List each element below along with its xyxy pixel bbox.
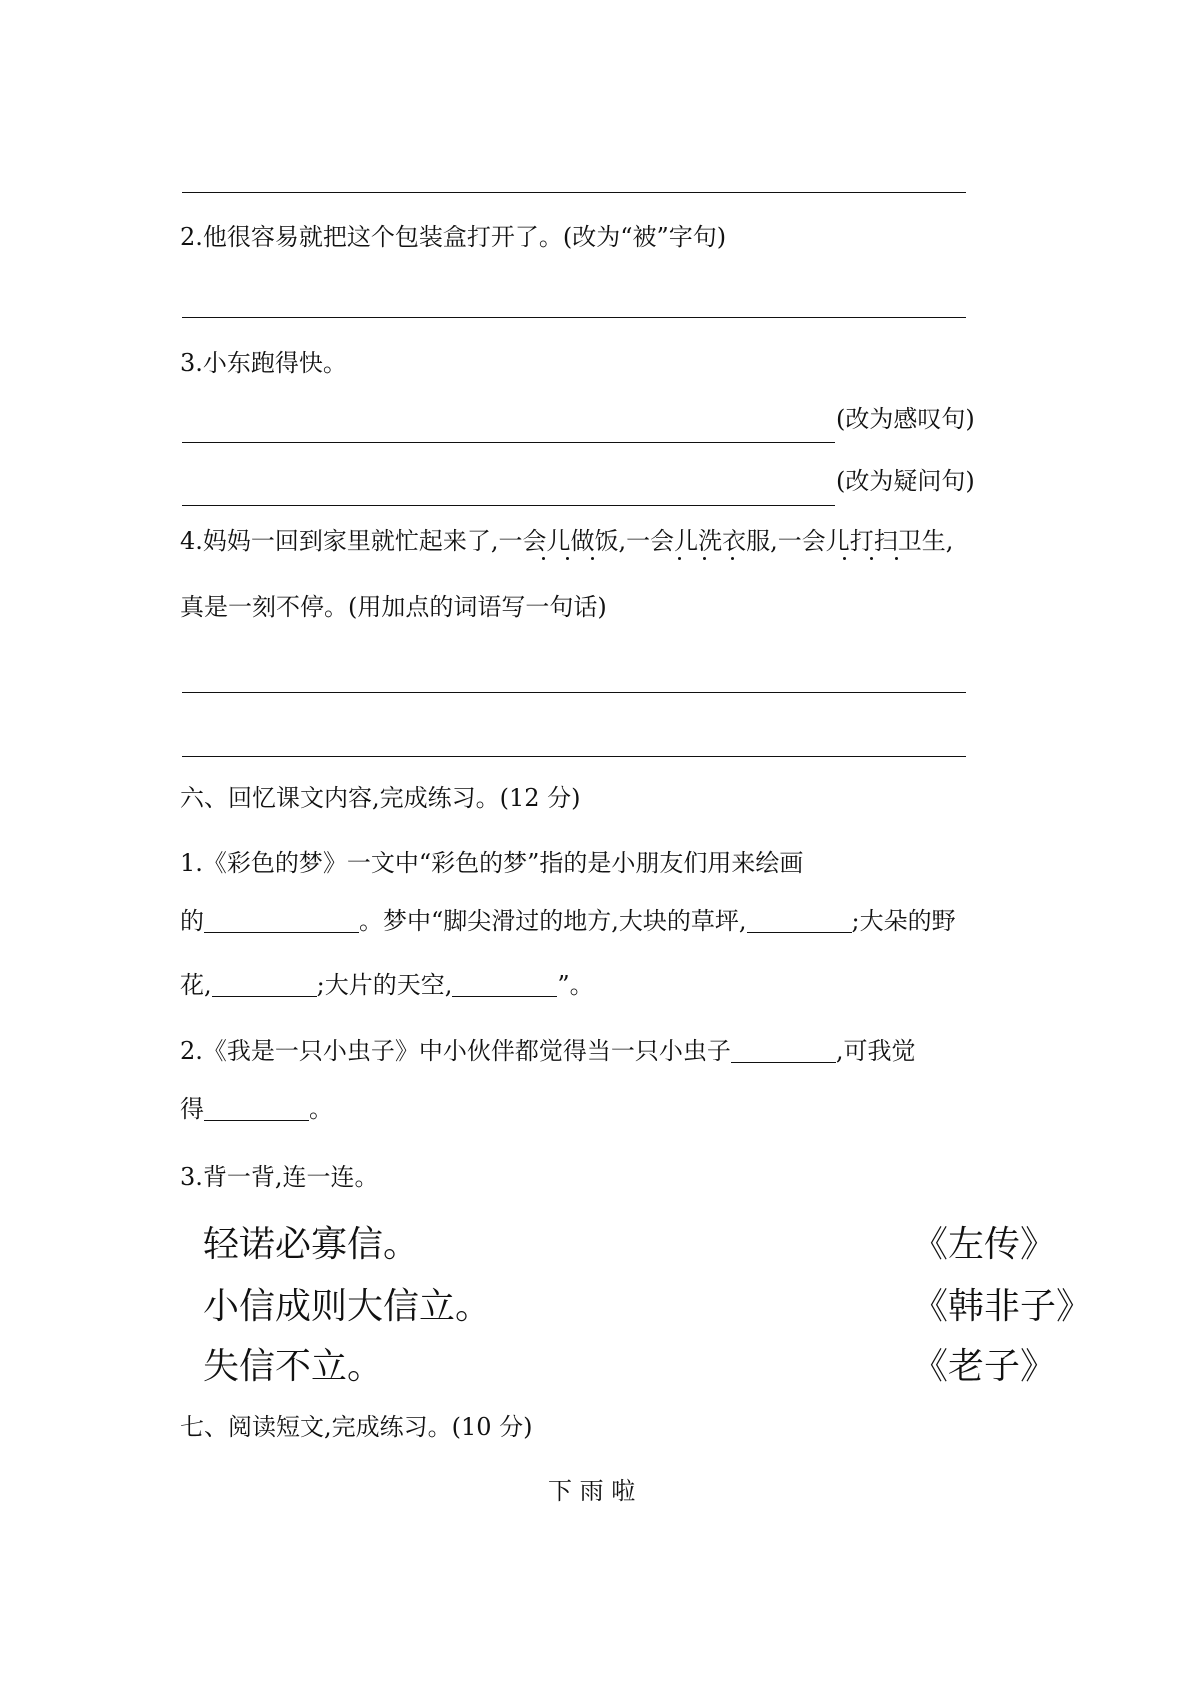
question-5-3-hint-question: (改为疑问句): [836, 467, 975, 495]
text: 。: [309, 1095, 333, 1123]
question-6-1-line1: 1.《彩色的梦》一文中“彩色的梦”指的是小朋友们用来绘画: [180, 849, 804, 877]
fill-blank[interactable]: [204, 906, 359, 933]
match-right-item[interactable]: 《韩非子》: [912, 1286, 1093, 1327]
question-5-4-line1: 4.妈妈一回到家里就忙起来了,一会儿做饭,一会儿洗衣服,一会儿打扫卫生,: [180, 527, 954, 555]
answer-line: [182, 192, 966, 193]
fill-blank[interactable]: [452, 970, 557, 997]
answer-line: [182, 756, 966, 757]
text: ;大朵的野: [851, 907, 956, 935]
question-6-1-line3: [180, 970, 594, 1000]
emphasis-dot: [895, 557, 898, 560]
emphasis-dot: [870, 557, 873, 560]
text: ;大片的天空,: [316, 971, 453, 999]
fill-blank[interactable]: [731, 1036, 836, 1063]
emphasis-dot: [703, 557, 706, 560]
answer-line: [182, 442, 835, 443]
emphasis-dot: [843, 557, 846, 560]
text: 的: [180, 907, 204, 935]
text: ”。: [557, 971, 594, 999]
answer-line: [182, 317, 966, 318]
story-title: 下 雨 啦: [548, 1477, 636, 1505]
text: 得: [180, 1095, 204, 1123]
fill-blank[interactable]: [212, 970, 317, 997]
question-6-1-line2: [180, 906, 956, 936]
question-6-3: 3.背一背,连一连。: [180, 1163, 379, 1191]
question-5-3-hint-exclamation: (改为感叹句): [836, 405, 975, 433]
match-left-item[interactable]: 轻诺必寡信。: [203, 1224, 420, 1265]
fill-blank[interactable]: [747, 906, 852, 933]
emphasis-dot: [566, 557, 569, 560]
section-6-title: 六、回忆课文内容,完成练习。(12 分): [180, 784, 581, 812]
text: 。梦中“脚尖滑过的地方,大块的草坪,: [359, 907, 747, 935]
text: 2.《我是一只小虫子》中小伙伴都觉得当一只小虫子: [180, 1037, 731, 1065]
match-right-item[interactable]: 《老子》: [912, 1346, 1057, 1387]
emphasis-dot: [731, 557, 734, 560]
question-5-4-line2: 真是一刻不停。(用加点的词语写一句话): [180, 593, 607, 621]
fill-blank[interactable]: [204, 1094, 309, 1121]
text: 花,: [180, 971, 212, 999]
match-left-item[interactable]: 小信成则大信立。: [203, 1286, 492, 1327]
match-right-item[interactable]: 《左传》: [912, 1224, 1057, 1265]
emphasis-dot: [542, 557, 545, 560]
text: ,可我觉: [835, 1037, 916, 1065]
question-5-3: 3.小东跑得快。: [180, 349, 347, 377]
question-6-2-line2: [180, 1094, 333, 1124]
answer-line: [182, 692, 966, 693]
question-5-2: 2.他很容易就把这个包装盒打开了。(改为“被”字句): [180, 223, 727, 251]
match-left-item[interactable]: 失信不立。: [203, 1346, 384, 1387]
emphasis-dot: [678, 557, 681, 560]
emphasis-dot: [591, 557, 594, 560]
answer-line: [182, 505, 835, 506]
section-7-title: 七、阅读短文,完成练习。(10 分): [180, 1413, 533, 1441]
question-6-2-line1: [180, 1036, 916, 1066]
